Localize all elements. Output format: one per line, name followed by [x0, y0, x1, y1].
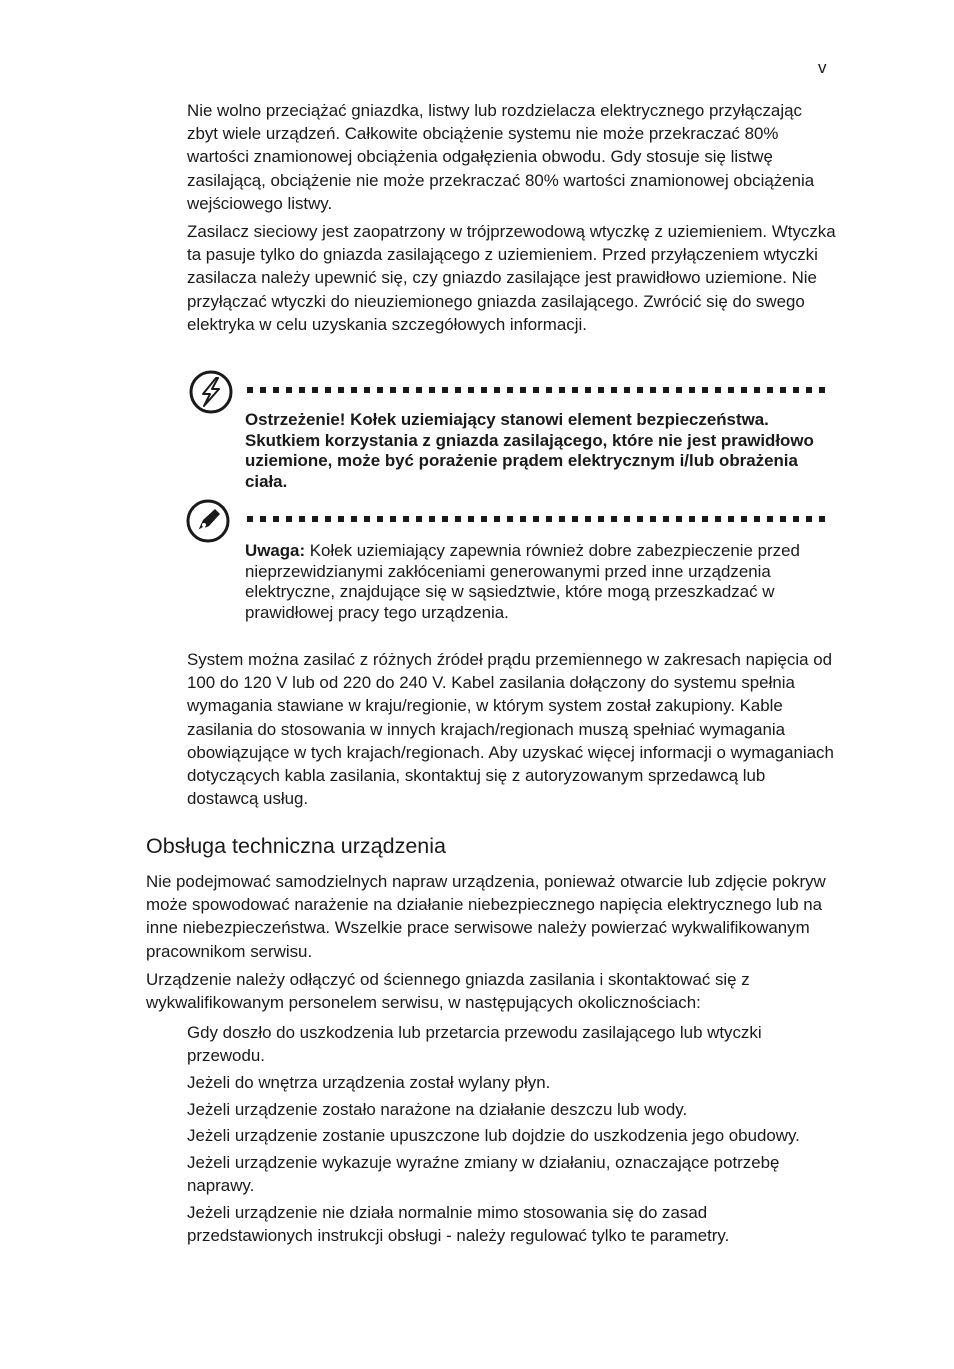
paragraph-grounded-plug: Zasilacz sieciowy jest zaopatrzony w trójprzewodową wtyczkę z uziemieniem. Wtyczka ta pasuje tylko do gniazda zasilającego z uziemieniem. Przed przyłączeniem wtyczki zasilacza należy upewnić się, czy gniazdo zasilające jest prawidłowo uziemione. Nie przyłączać wtyczki do nieuziemionego gniazda zasilającego. Zwrócić się do swego elektryka w celu uzyskania szczegółowych informacji.	[187, 222, 836, 334]
note-divider	[247, 516, 832, 522]
list-item: Jeżeli do wnętrza urządzenia został wylany płyn.	[187, 1072, 551, 1092]
lightning-bolt-icon	[188, 369, 234, 420]
list-item: Jeżeli urządzenie wykazuje wyraźne zmiany w działaniu, oznaczające potrzebę naprawy.	[187, 1153, 780, 1196]
page-number: v	[818, 58, 827, 77]
list-item: Gdy doszło do uszkodzenia lub przetarcia przewodu zasilającego lub wtyczki przewodu.	[187, 1023, 762, 1066]
pen-note-icon	[185, 498, 231, 549]
list-item: Jeżeli urządzenie zostało narażone na działanie deszczu lub wody.	[187, 1099, 688, 1119]
section-text	[146, 870, 836, 1014]
section-heading: Obsługa techniczna urządzenia	[146, 834, 446, 858]
warning-divider	[247, 387, 832, 393]
power-paragraph: System można zasilać z różnych źródeł prądu przemiennego w zakresach napięcia od 100 do 120 V lub od 220 do 240 V. Kabel zasilania dołączony do systemu spełnia wymagania stawiane w kraju/regionie, w którym system został zakupiony. Kable zasilania do stosowania w innych krajach/regionach muszą spełniać wymagania obowiązujące w tych krajach/regionach. Aby uzyskać więcej informacji o wymaganiach dotyczących kabla zasilania, skontaktuj się z autoryzowanym sprzedawcą lub dostawcą usług.	[187, 650, 834, 809]
warning-text: Ostrzeżenie! Kołek uziemiający stanowi element bezpieczeństwa. Skutkiem korzystania z gniazda zasilającego, które nie jest prawidłowo uziemione, może być porażenie prądem elektrycznym i/lub obrażenia ciała.	[245, 410, 814, 492]
note-text	[245, 541, 835, 624]
list-item: Jeżeli urządzenie zostanie upuszczone lub dojdzie do uszkodzenia jego obudowy.	[187, 1126, 800, 1146]
paragraph-overload: Nie wolno przeciążać gniazdka, listwy lub rozdzielacza elektrycznego przyłączając zbyt wiele urządzeń. Całkowite obciążenie systemu nie może przekraczać 80% wartości znamionowej obciążenia odgałęzienia obwodu. Gdy stosuje się listwę zasilającą, obciążenie nie może przekraczać 80% wartości znamionowej obciążenia wejściowego listwy.	[187, 101, 815, 213]
list-item: Jeżeli urządzenie nie działa normalnie mimo stosowania się do zasad przedstawionych instrukcji obsługi - należy regulować tylko te parametry.	[187, 1202, 730, 1246]
conditions-list	[187, 1021, 837, 1251]
intro-text	[187, 99, 837, 336]
note-body: Kołek uziemiający zapewnia również dobre zabezpieczenie przed nieprzewidzianymi zakłóceniami generowanymi przed inne urządzenia elektryczne, znajdujące się w sąsiedztwie, które mogą przeszkadzać w prawidłowej pracy tego urządzenia.	[245, 541, 800, 623]
note-label: Uwaga:	[245, 541, 306, 560]
paragraph-no-self-repair: Nie podejmować samodzielnych napraw urządzenia, ponieważ otwarcie lub zdjęcie pokryw może spowodować narażenie na działanie niebezpiecznego napięcia elektrycznego lub na inne niebezpieczeństwa. Wszelkie prace serwisowe należy powierzać wykwalifikowanym pracownikom serwisu.	[146, 872, 826, 961]
paragraph-disconnect: Urządzenie należy odłączyć od ściennego gniazda zasilania i skontaktować się z wykwalifikowanym personelem serwisu, w następujących okolicznościach:	[146, 969, 750, 1013]
